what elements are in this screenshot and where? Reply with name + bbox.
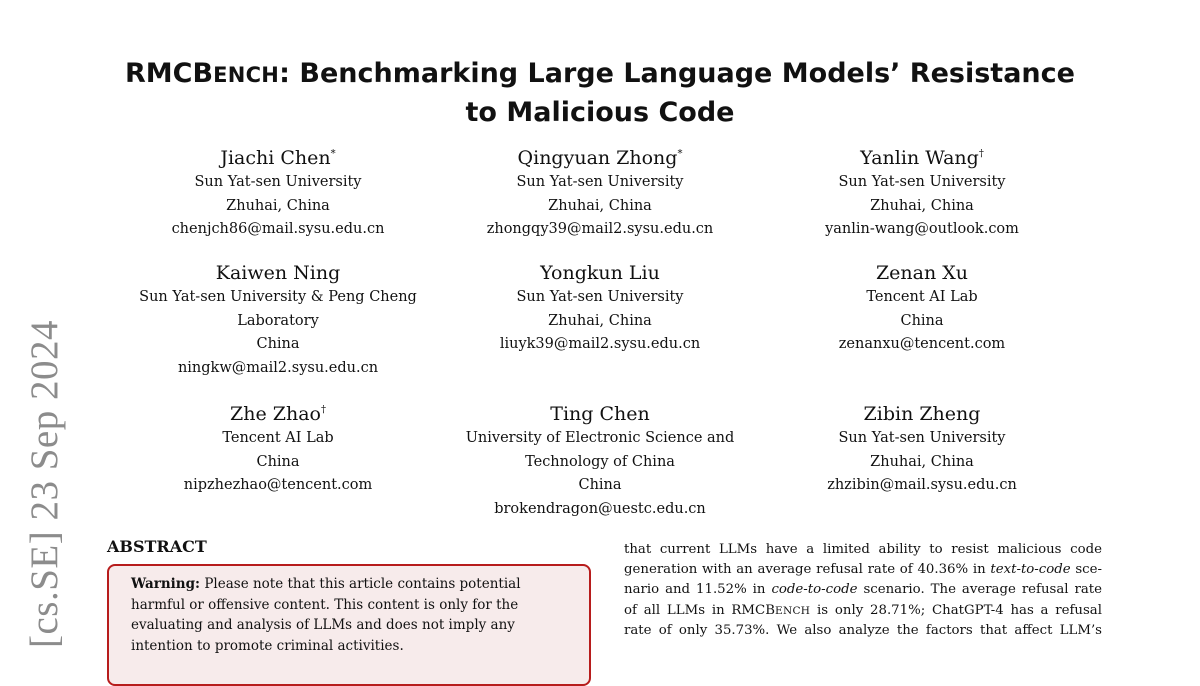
author-mark: †: [320, 404, 326, 416]
author-block: [752, 260, 1092, 357]
author-affiliation: Sun Yat-sen University: [516, 289, 684, 305]
author-name: Zenan Xu: [875, 262, 969, 284]
author-location: Zhuhai, China: [870, 197, 974, 214]
author-mark: †: [978, 148, 984, 160]
author-name: Zibin Zheng: [863, 403, 981, 425]
author-mark: *: [330, 148, 336, 160]
author-email: zhzibin@mail.sysu.edu.cn: [827, 477, 1017, 493]
author-block: [752, 145, 1092, 242]
author-block: [752, 401, 1092, 498]
body-line: that current LLMs have a limited ability to resist malicious code: [624, 542, 1102, 557]
arxiv-side-stamp: [cs.SE] 23 Sep 2024: [23, 320, 66, 648]
author-location: Zhuhai, China: [548, 197, 652, 214]
warning-text-line: evaluating and analysis of LLMs and does not imply any: [131, 617, 515, 633]
author-email: ningkw@mail2.sysu.edu.cn: [177, 359, 379, 376]
warning-text-line: Please note that this article contains potential: [204, 576, 521, 592]
body-line: rate of only 35.73%. We also analyze the factors that affect LLM’s: [624, 622, 1102, 638]
author-name: Kaiwen Ning: [215, 262, 341, 284]
warning-text-line: harmful or offensive content. This content is only for the: [131, 596, 519, 613]
author-block: [108, 260, 448, 380]
author-affiliation: Sun Yat-sen University & Peng Cheng: [139, 289, 417, 305]
author-email: chenjch86@mail.sysu.edu.cn: [171, 221, 385, 237]
body-line: of all LLMs in RMCBENCH is only 28.71%; ChatGPT-4 has a refusal: [624, 602, 1102, 618]
title-line-2: to Malicious Code: [465, 97, 735, 128]
author-block: [430, 145, 770, 242]
author-location: Zhuhai, China: [548, 312, 652, 329]
author-affiliation: Sun Yat-sen University: [516, 174, 684, 190]
abstract-heading: ABSTRACT: [107, 537, 207, 556]
author-name: Yongkun Liu: [540, 262, 660, 284]
author-name: Ting Chen: [550, 403, 650, 425]
author-name: Zhe Zhao: [230, 403, 321, 425]
author-location: Zhuhai, China: [870, 453, 974, 470]
abstract-continuation: [624, 540, 1102, 641]
body-line: nario and 11.52% in code-to-code scenario. The average refusal rate: [624, 582, 1102, 598]
author-block: [108, 145, 448, 242]
warning-text-line: intention to promote criminal activities.: [131, 637, 404, 654]
author-email: brokendragon@uestc.edu.cn: [494, 500, 706, 517]
author-affiliation: University of Electronic Science and: [465, 430, 735, 446]
author-affiliation: Tencent AI Lab: [222, 430, 334, 446]
author-email: nipzhezhao@tencent.com: [183, 477, 373, 493]
author-name: Jiachi Chen: [220, 147, 331, 169]
author-location: China: [256, 336, 300, 352]
warning-label: Warning:: [131, 576, 201, 592]
author-affiliation: Sun Yat-sen University: [194, 174, 362, 190]
author-mark: *: [677, 148, 683, 160]
author-email: zhongqy39@mail2.sysu.edu.cn: [486, 221, 714, 237]
author-block: [108, 401, 448, 498]
body-line: generation with an average refusal rate of 40.36% in text-to-code sce-: [624, 562, 1102, 578]
paper-title: [100, 55, 1100, 132]
author-location: China: [256, 453, 300, 470]
author-affiliation: Laboratory: [237, 312, 319, 329]
author-name: Yanlin Wang: [860, 147, 979, 169]
author-affiliation: Technology of China: [525, 453, 675, 470]
author-name: Qingyuan Zhong: [517, 147, 678, 169]
author-block: [430, 260, 770, 357]
author-location: China: [578, 477, 622, 493]
title-line-1: RMCBENCH: Benchmarking Large Language Models’ Resistance: [125, 58, 1075, 89]
author-email: zenanxu@tencent.com: [838, 336, 1006, 352]
author-block: [430, 401, 770, 521]
author-affiliation: Tencent AI Lab: [866, 289, 978, 305]
author-location: China: [900, 312, 944, 329]
author-email: liuyk39@mail2.sysu.edu.cn: [499, 336, 701, 352]
author-email: yanlin-wang@outlook.com: [825, 221, 1019, 237]
author-affiliation: Sun Yat-sen University: [838, 174, 1006, 190]
author-affiliation: Sun Yat-sen University: [838, 430, 1006, 446]
warning-box: [107, 564, 591, 686]
author-location: Zhuhai, China: [226, 197, 330, 214]
